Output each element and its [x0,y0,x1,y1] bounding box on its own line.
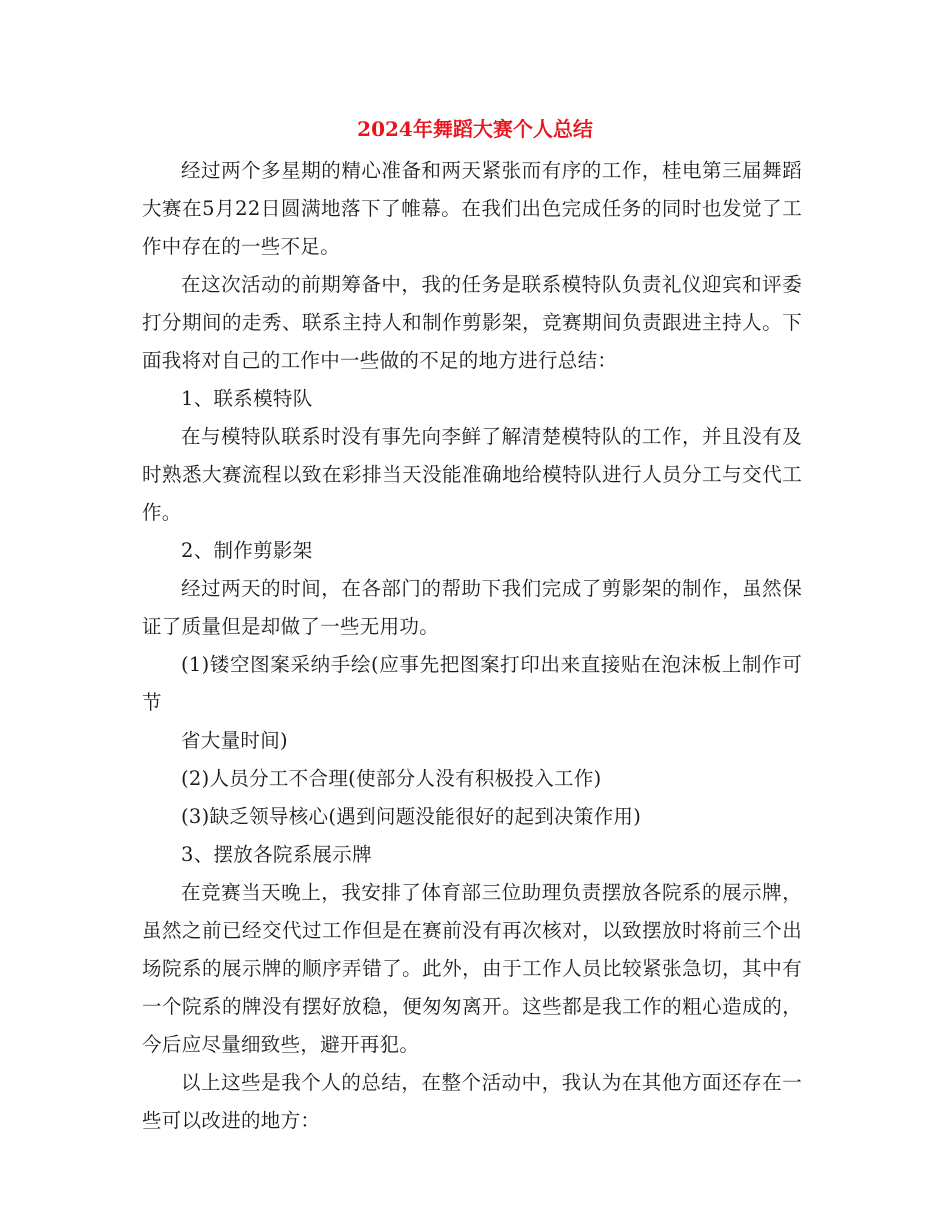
paragraph-intro: 经过两个多星期的精心准备和两天紧张而有序的工作，桂电第三届舞蹈大赛在5月22日圆满地落下了帷幕。在我们出色完成任务的同时也发觉了工作中存在的一些不足。 [142,159,802,258]
paragraph-section-3: 在竞赛当天晚上，我安排了体育部三位助理负责摆放各院系的展示牌，虽然之前已经交代过工作但是在赛前没有再次核对，以致摆放时将前三个出场院系的展示牌的顺序弄错了。此外，由于工作人员比较紧张急切，其中有一个院系的牌没有摆好放稳，便匆匆离开。这些都是我工作的粗心造成的，今后应尽量细致些，避开再犯。 [142,881,802,1056]
paragraph-conclusion: 以上这些是我个人的总结，在整个活动中，我认为在其他方面还存在一些可以改进的地方： [142,1071,802,1132]
paragraph-section-1: 在与模特队联系时没有事先向李鲜了解清楚模特队的工作，并且没有及时熟悉大赛流程以致在彩排当天没能准确地给模特队进行人员分工与交代工作。 [142,425,802,524]
document-title: 2024年舞蹈大赛个人总结 [357,117,593,141]
document-body [142,152,802,1140]
paragraph-section-2: 经过两天的时间，在各部门的帮助下我们完成了剪影架的制作，虽然保证了质量但是却做了一些无用功。 [142,577,802,638]
list-item-2: (2)人员分工不合理(使部分人没有积极投入工作) [181,767,602,790]
paragraph-tasks: 在这次活动的前期筹备中，我的任务是联系模特队负责礼仪迎宾和评委打分期间的走秀、联系主持人和制作剪影架，竞赛期间负责跟进主持人。下面我将对自己的工作中一些做的不足的地方进行总结： [142,273,802,372]
list-item-3: (3)缺乏领导核心(遇到问题没能很好的起到决策作用) [181,805,642,828]
section-heading-1: 1、联系模特队 [181,387,313,410]
section-heading-3: 3、摆放各院系展示牌 [181,843,372,866]
list-item-1-continued: 省大量时间) [181,729,288,752]
list-item-1: (1)镂空图案采纳手绘(应事先把图案打印出来直接贴在泡沫板上制作可节 [142,653,802,714]
section-heading-2: 2、制作剪影架 [181,539,313,562]
